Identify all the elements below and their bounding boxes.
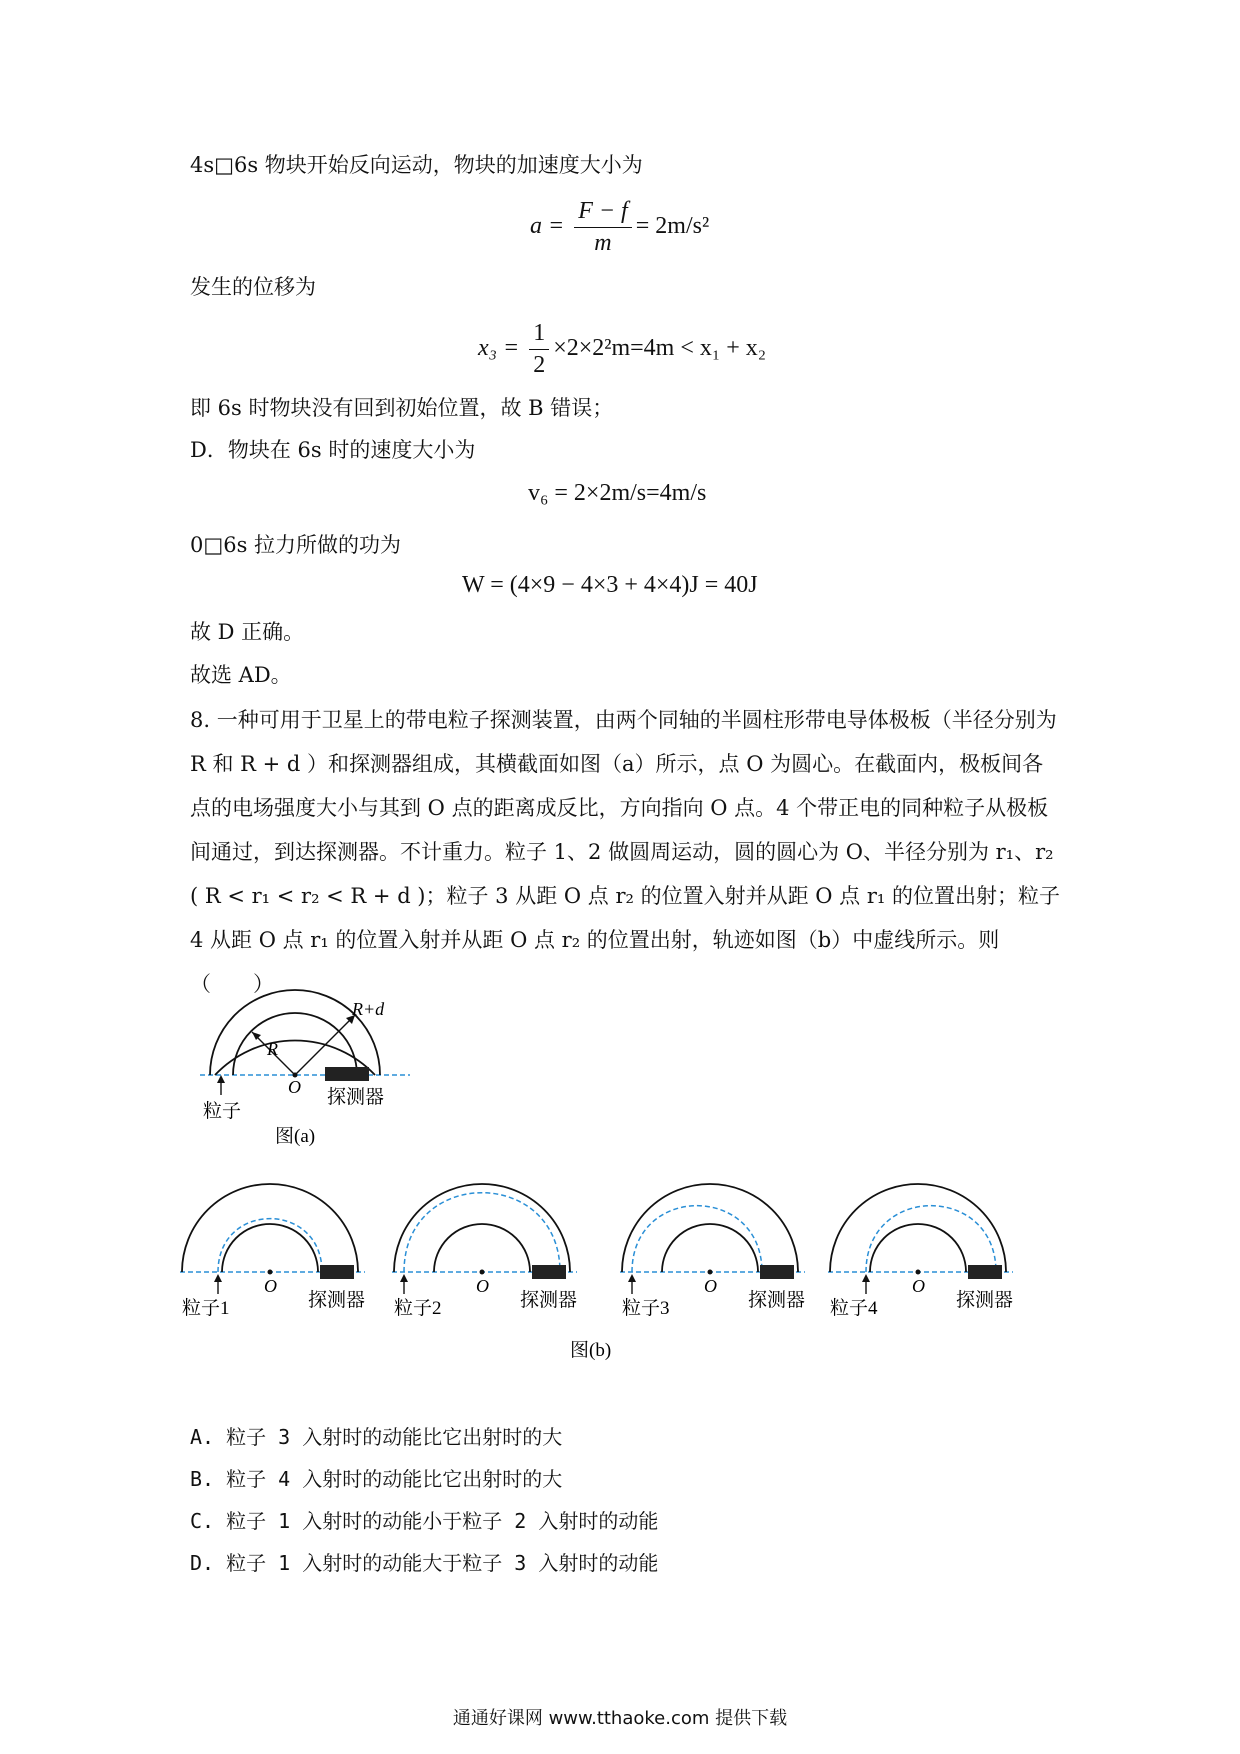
fig-b-label-detector-1: 探测器 [308,1290,366,1311]
fig-b-label-particle-3: 粒子3 [622,1298,670,1319]
eq1-numerator: F − f [574,198,632,228]
fig-b-detector-2 [532,1265,566,1279]
equation-work: W = (4×9 − 4×3 + 4×4)J = 40J [462,572,758,598]
fig-b-outer-arc-1 [182,1184,358,1272]
eq2-numerator: 1 [529,320,549,350]
eq2-lhs: x₃ = [478,335,526,362]
fig-a-detector [325,1067,369,1081]
figure-b [182,1200,1070,1370]
fig-b-trajectory-1 [218,1219,322,1272]
fig-a-label-R: R [267,1039,278,1059]
equation-acceleration [530,198,709,257]
fig-a-inner-arc [233,1013,357,1075]
fig-b-trajectory-4 [866,1206,996,1272]
fig-b-label-O-1: O [264,1276,277,1296]
fig-b-particle-arrowhead-4 [862,1274,870,1282]
fig-b-label-detector-3: 探测器 [748,1290,806,1311]
fig-a-particle-arrowhead [217,1075,225,1083]
fig-a-radius-Rd [295,1015,355,1075]
fig-b-outer-arc-2 [394,1184,570,1272]
fig-b-center-dot-3 [708,1270,713,1275]
fig-a-caption: 图(a) [275,1126,316,1147]
eq2-rhs: ×2×2²m=4m < x₁ + x₂ [553,335,767,362]
equation-displacement [478,320,766,379]
fig-b-trajectory-3 [632,1206,762,1272]
fig-b-inner-arc-2 [434,1224,530,1272]
fig-a-label-O: O [288,1077,301,1097]
fig-b-label-particle-2: 粒子2 [394,1298,442,1319]
text-line-7: 故选 AD。 [190,663,292,687]
fig-b-label-particle-4: 粒子4 [830,1298,878,1319]
eq1-fraction [574,198,632,257]
fig-b-label-detector-4: 探测器 [956,1290,1014,1311]
fig-a-label-detector: 探测器 [327,1087,385,1108]
eq2-denominator: 2 [533,352,546,378]
fig-b-center-dot-1 [268,1270,273,1275]
text-line-1: 4s□6s 物块开始反向运动，物块的加速度大小为 [190,153,643,177]
fig-b-particle-arrowhead-2 [400,1274,408,1282]
option-c[interactable]: C. 粒子 1 入射时的动能小于粒子 2 入射时的动能 [190,1509,659,1533]
text-line-5: 0□6s 拉力所做的功为 [190,533,402,557]
fig-b-inner-arc-4 [870,1224,966,1272]
fig-b-trajectory-2 [404,1193,560,1272]
fig-b-inner-arc-3 [662,1224,758,1272]
option-a[interactable]: A. 粒子 3 入射时的动能比它出射时的大 [190,1425,563,1449]
fig-b-inner-arc-1 [222,1224,318,1272]
fig-b-particle-arrowhead-3 [628,1274,636,1282]
eq1-denominator: m [594,230,612,256]
eq2-fraction [529,320,549,379]
text-line-3: 即 6s 时物块没有回到初始位置，故 B 错误； [190,396,614,420]
fig-b-particle-arrowhead-1 [214,1274,222,1282]
fig-b-outer-arc-3 [622,1184,798,1272]
fig-b-center-dot-4 [916,1270,921,1275]
fig-b-outer-arc-4 [830,1184,1006,1272]
fig-a-label-particle: 粒子 [203,1101,242,1122]
question-8-text: 8. 一种可用于卫星上的带电粒子探测装置，由两个同轴的半圆柱形带电导体极板（半径分别为 R 和 R + d ）和探测器组成，其横截面如图（a）所示，点 O 为圆心。在截面内，极板间各点的电场强度大小与其到 O 点的距离成反比，方向指向 O 点。4 个带正电的同种粒子从极板间通过，到达探测器。不计重力。粒子 1、2 做圆周运动，圆的圆心为 O、半径分别为 r₁、r₂ ( R < r₁ < r₂ < R + d )；粒子 3 从距 O 点 r₂ 的位置入射并从距 O 点 r₁ 的位置出射；粒子 4 从距 O 点 r₁ 的位置入射并从距 O 点 r₂ 的位置出射，轨迹如图（b）中虚线所示。则（ ） [190,708,1060,996]
option-b[interactable]: B. 粒子 4 入射时的动能比它出射时的大 [190,1467,563,1491]
fig-b-label-O-3: O [704,1276,717,1296]
text-line-6: 故 D 正确。 [190,620,305,644]
equation-velocity: v₆ = 2×2m/s=4m/s [528,480,707,506]
fig-b-detector-4 [968,1265,1002,1279]
fig-b-center-dot-2 [480,1270,485,1275]
fig-b-caption: 图(b) [570,1340,612,1361]
text-line-4: D．物块在 6s 时的速度大小为 [190,438,476,462]
eq1-rhs: = 2m/s² [635,213,710,240]
option-d[interactable]: D. 粒子 1 入射时的动能大于粒子 3 入射时的动能 [190,1551,659,1575]
figure-a [195,995,435,1155]
eq1-lhs: a = [530,213,571,240]
page-footer: 通通好课网 www.tthaoke.com 提供下载 [452,1708,788,1729]
fig-b-label-particle-1: 粒子1 [182,1298,230,1319]
text-line-2: 发生的位移为 [190,275,316,299]
fig-b-detector-1 [320,1265,354,1279]
fig-b-label-O-2: O [476,1276,489,1296]
fig-b-label-detector-2: 探测器 [520,1290,578,1311]
fig-b-detector-3 [760,1265,794,1279]
fig-a-label-Rd: R+d [352,999,385,1019]
fig-b-label-O-4: O [912,1276,925,1296]
